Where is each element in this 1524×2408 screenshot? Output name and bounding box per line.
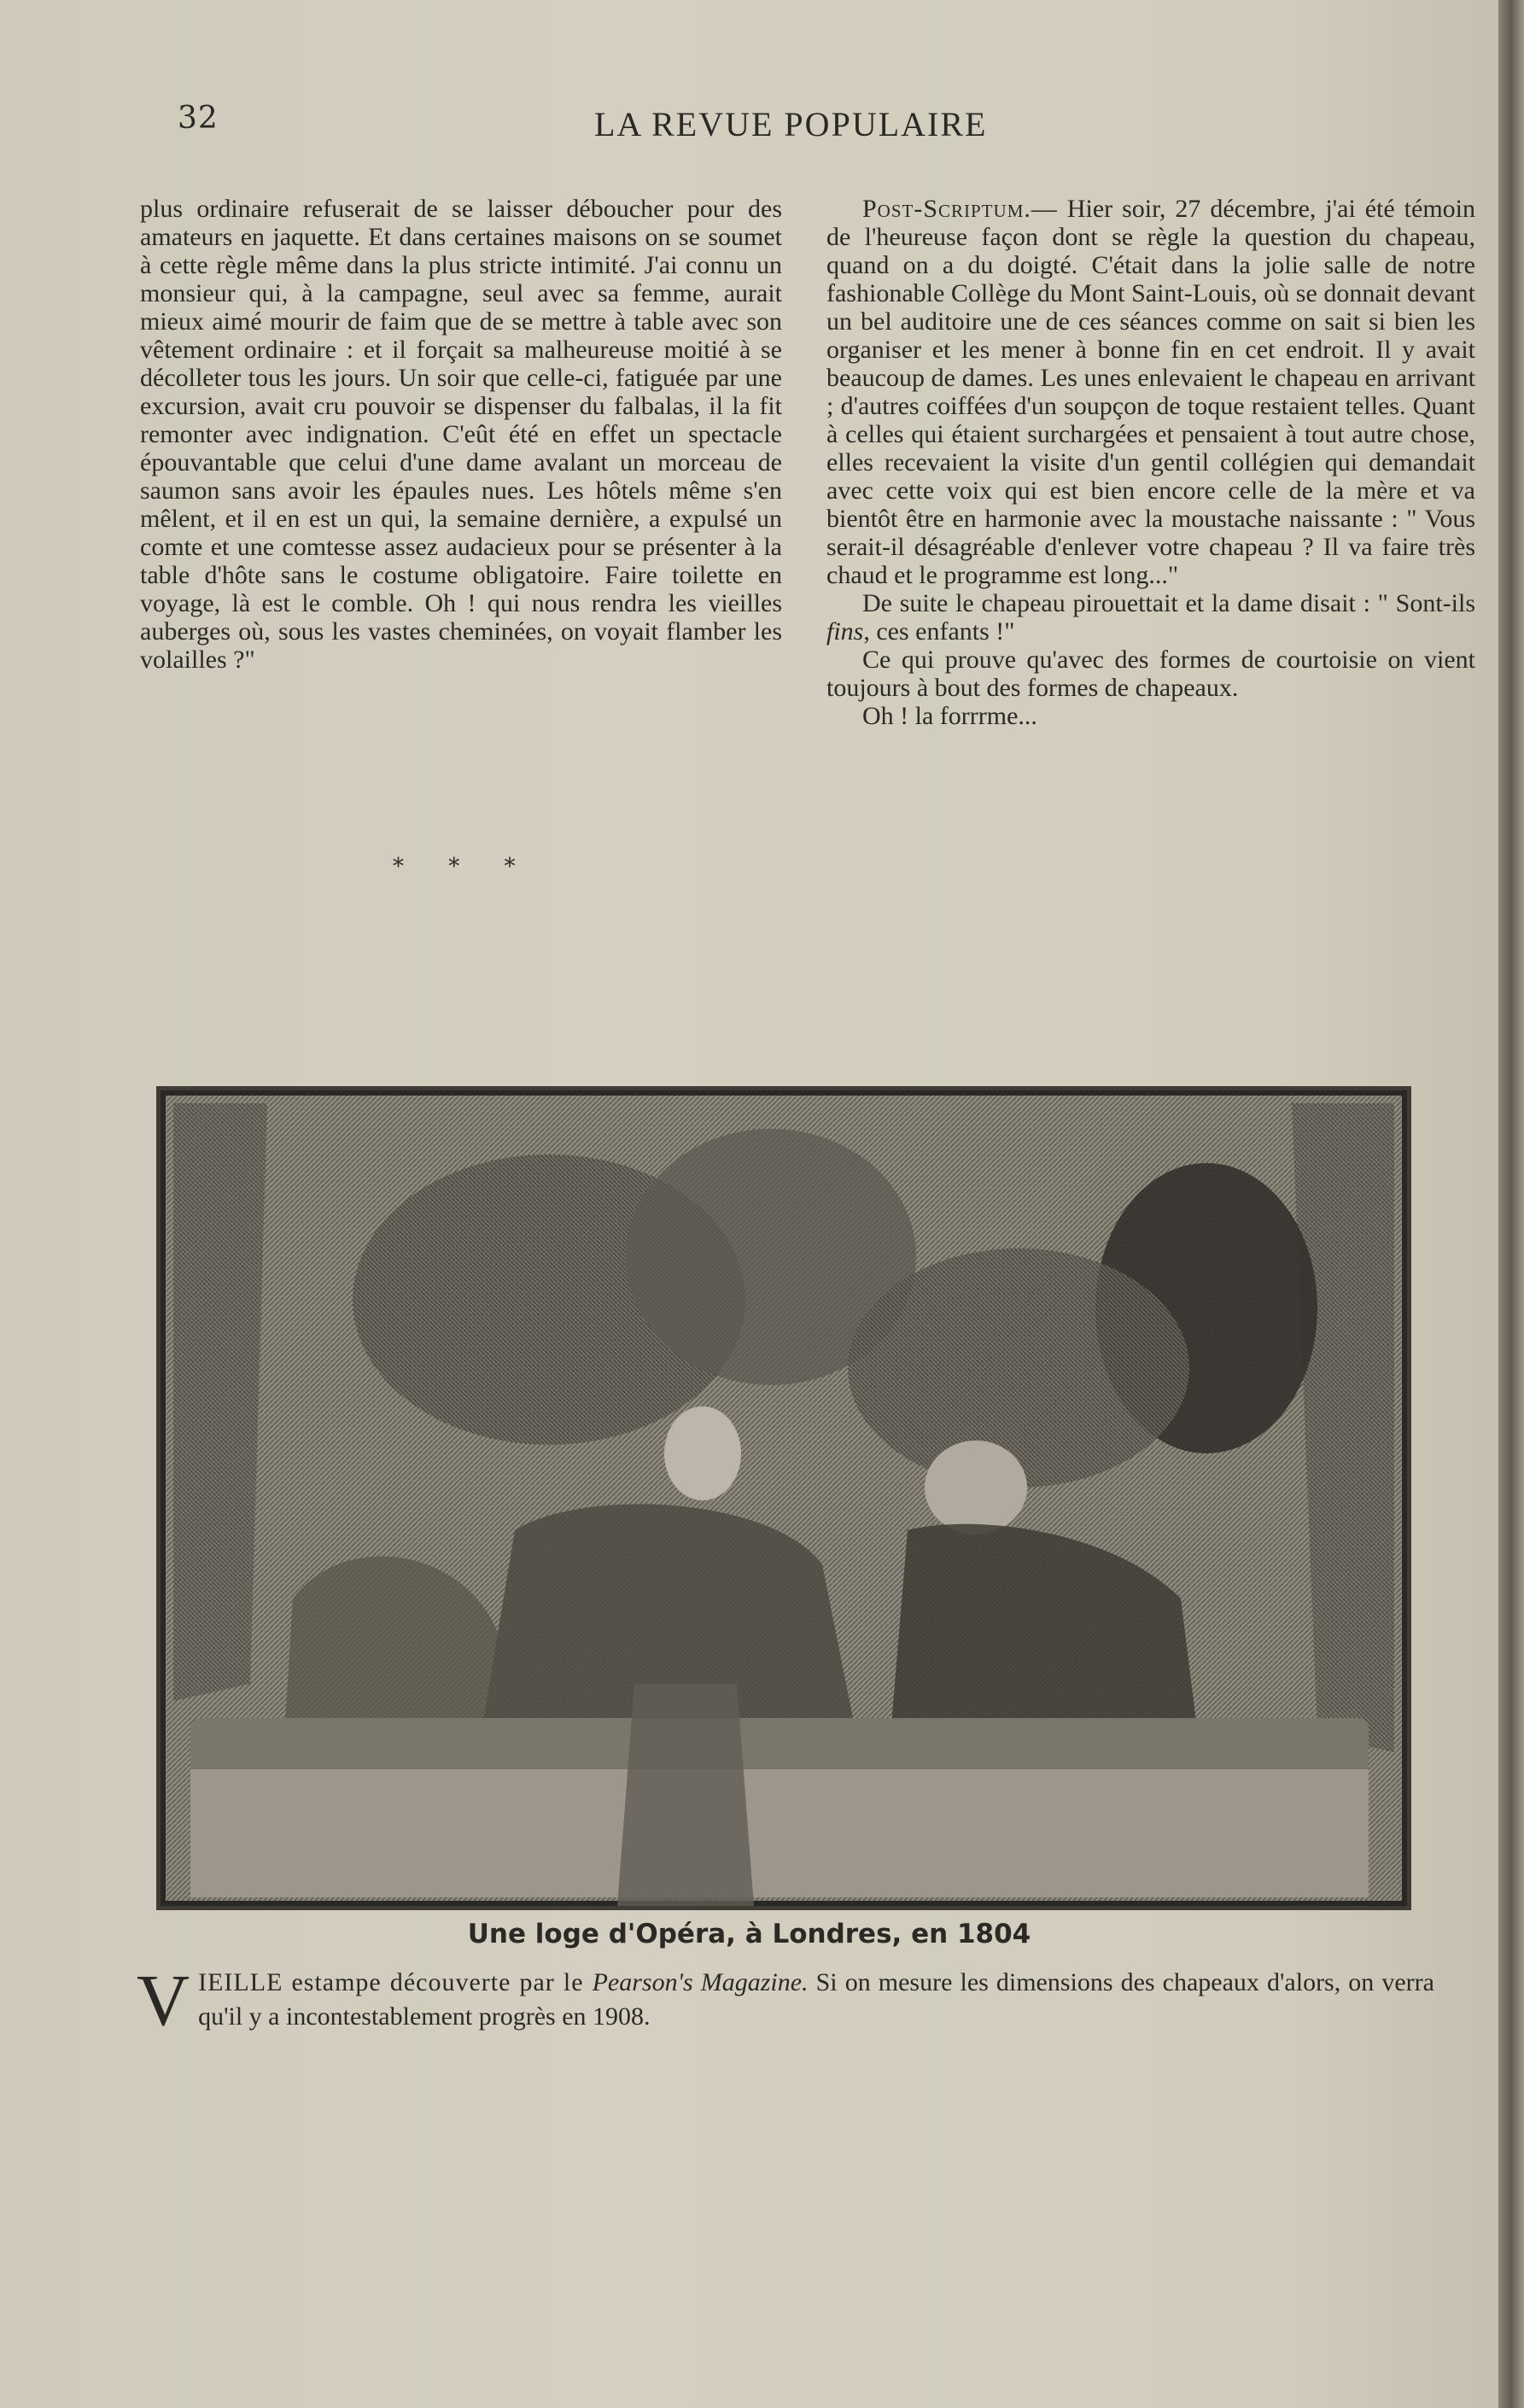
postscript-paragraph [826,195,1475,589]
right-column [826,195,1475,730]
left-column-paragraph: plus ordinaire refuserait de se laisser déboucher pour des amateurs en jaquette. Et dans certaines maisons on se soumet à cette règle même dans la plus stricte intimité. J'ai connu un monsieur qui, à la campagne, seul avec sa femme, aurait mieux aimé mourir de faim que de se mettre à table avec son vêtement ordinaire : et il forçait sa malheureuse moitié à se décolleter tous les jours. Un soir que celle-ci, fatiguée par une excursion, avait cru pouvoir se dispenser du falbalas, il la fit remonter avec indignation. C'eût été en effet un spectacle épouvantable que celui d'une dame avalant un morceau de saumon sans avoir les épaules nues. Les hôtels même s'en mêlent, et il en est un qui, la semaine dernière, a expulsé un comte et une comtesse assez audacieux pour se présenter à la table d'hôte sans le costume obligatoire. Faire toilette en voyage, là est le comble. Oh ! qui nous rendra les vieilles auberges où, sous les vastes cheminées, on voyait flamber les volailles ?" [140,195,782,674]
postscript-label: Post-Scriptum.— [862,195,1058,223]
magazine-name: Pearson's Magazine. [592,1968,809,1996]
page-number: 32 [178,101,219,136]
left-column [140,195,782,674]
book-binding-edge [1498,0,1524,2408]
opera-box-engraving [156,1086,1411,1910]
section-separator: * * * [393,854,534,880]
hat-paragraph: De suite le chapeau pirouettait et la dame disait : " Sont-ils fins, ces enfants !" [826,589,1475,646]
illustration-caption: VIEILLE estampe découverte par le Pearson's Magazine. Si on mesure les dimensions des chapeaux d'alors, on verra qu'il y a incontestablement progrès en 1908. [137,1959,1434,2041]
drop-cap: V [137,1959,190,2041]
illustration-caption-title: Une loge d'Opéra, à Londres, en 1804 [467,1919,1031,1949]
italic-word: fins [826,617,864,646]
postscript-text: Hier soir, 27 décembre, j'ai été témoin de l'heureuse façon dont se règle la question du chapeau, quand on a du doigté. C'était dans la jolie salle de notre fashionable Collège du Mont Saint-Louis, où se donnait devant un bel auditoire une de ces séances comme on sait si bien les organiser et les mener à bonne fin en cet endroit. Il y avait beaucoup de dames. Les unes enlevaient le chapeau en arrivant ; d'autres coiffées d'un soupçon de toque restaient telles. Quant à celles qui étaient surchargées et pensaient à tout autre chose, elles recevaient la visite d'un gentil collégien qui demandait avec cette voix qui est bien encore celle de la mère et va bientôt être en harmonie avec la moustache naissante : " Vous serait-il désagréable d'enlever votre chapeau ? Il va faire très chaud et le programme est long..." [826,195,1475,589]
courtesy-paragraph: Ce qui prouve qu'avec des formes de courtoisie on vient toujours à bout des formes de chapeaux. [826,646,1475,702]
running-head: LA REVUE POPULAIRE [594,105,988,143]
engraving-illustration [156,1086,1411,1910]
closing-line: Oh ! la forrrme... [862,702,1037,730]
